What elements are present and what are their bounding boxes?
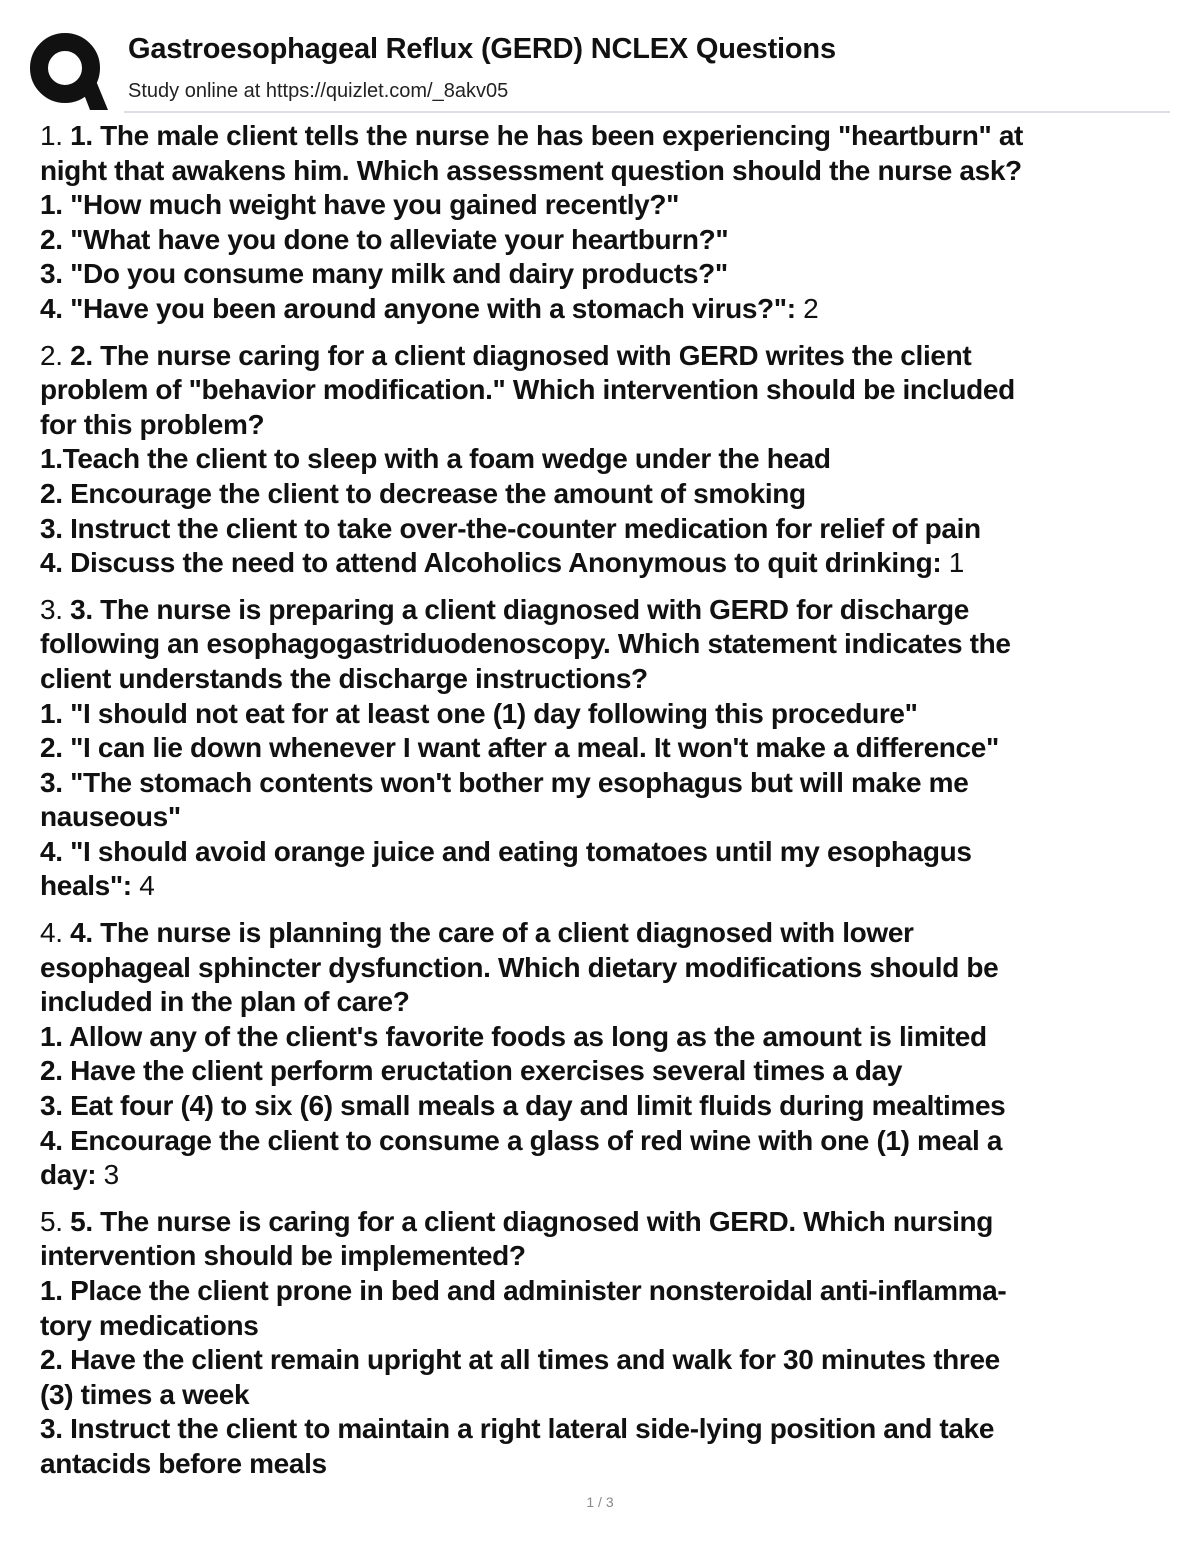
question-text: antacids before meals bbox=[40, 1447, 327, 1479]
question-text: 4. "Have you been around anyone with a stomach virus?": bbox=[40, 292, 796, 324]
question-text: esophageal sphincter dysfunction. Which dietary modifications should be bbox=[40, 951, 999, 983]
question-text: day: bbox=[40, 1159, 97, 1191]
flashcard-line bbox=[40, 1447, 1170, 1482]
question-text: (3) times a week bbox=[40, 1378, 250, 1410]
flashcard-line bbox=[40, 546, 1170, 581]
flashcard-line bbox=[40, 1020, 1170, 1055]
question-text: 1.Teach the client to sleep with a foam wedge under the head bbox=[40, 443, 831, 475]
flashcard-line bbox=[40, 731, 1170, 766]
question-text: 2. "What have you done to alleviate your heartburn?" bbox=[40, 223, 729, 255]
question-text: 5. The nurse is caring for a client diagnosed with GERD. Which nursing bbox=[70, 1205, 994, 1237]
flashcard-line bbox=[40, 1343, 1170, 1378]
flashcard-line bbox=[40, 188, 1170, 223]
question-text: 4. Discuss the need to attend Alcoholics Anonymous to quit drinking: bbox=[40, 547, 942, 579]
flashcard-line bbox=[40, 1124, 1170, 1159]
flashcard-line bbox=[40, 627, 1170, 662]
question-text: 2. Have the client perform eructation exercises several times a day bbox=[40, 1055, 903, 1087]
flashcard-number: 4. bbox=[40, 917, 63, 949]
flashcard-line bbox=[40, 766, 1170, 801]
flashcard-line bbox=[40, 292, 1170, 327]
flashcard-line bbox=[40, 477, 1170, 512]
flashcard-line bbox=[40, 339, 1170, 374]
flashcard-line bbox=[40, 512, 1170, 547]
question-text: problem of "behavior modification." Which intervention should be included bbox=[40, 374, 1015, 406]
question-text: heals": bbox=[40, 870, 132, 902]
flashcard bbox=[40, 119, 1170, 327]
question-text: 3. Instruct the client to maintain a right lateral side-lying position and take bbox=[40, 1413, 995, 1445]
flashcard-line bbox=[40, 1309, 1170, 1344]
question-text: 4. "I should avoid orange juice and eating tomatoes until my esophagus bbox=[40, 835, 972, 867]
flashcard-line bbox=[40, 1239, 1170, 1274]
question-text: night that awakens him. Which assessment question should the nurse ask? bbox=[40, 154, 1022, 186]
flashcard bbox=[40, 1205, 1170, 1482]
question-text: nauseous" bbox=[40, 801, 181, 833]
quizlet-logo-icon bbox=[28, 30, 108, 110]
flashcard-line bbox=[40, 1205, 1170, 1240]
flashcard-line bbox=[40, 154, 1170, 189]
question-text: for this problem? bbox=[40, 408, 265, 440]
flashcard-line bbox=[40, 593, 1170, 628]
flashcard-list bbox=[40, 119, 1170, 1494]
flashcard-line bbox=[40, 373, 1170, 408]
flashcard-line bbox=[40, 1089, 1170, 1124]
flashcard-number: 3. bbox=[40, 593, 63, 625]
flashcard-line bbox=[40, 985, 1170, 1020]
flashcard-line bbox=[40, 951, 1170, 986]
flashcard-line bbox=[40, 408, 1170, 443]
flashcard-line bbox=[40, 223, 1170, 258]
question-text: 1. Allow any of the client's favorite foods as long as the amount is limited bbox=[40, 1020, 987, 1052]
question-text: intervention should be implemented? bbox=[40, 1240, 526, 1272]
question-text: 2. Have the client remain upright at all times and walk for 30 minutes three bbox=[40, 1344, 1000, 1376]
flashcard-line bbox=[40, 662, 1170, 697]
page-number: 1 / 3 bbox=[586, 1494, 614, 1510]
flashcard bbox=[40, 916, 1170, 1193]
page-title: Gastroesophageal Reflux (GERD) NCLEX Questions bbox=[128, 33, 836, 65]
question-text: tory medications bbox=[40, 1309, 259, 1341]
flashcard-line bbox=[40, 1274, 1170, 1309]
question-text: 1. The male client tells the nurse he has been experiencing "heartburn" at bbox=[70, 120, 1024, 151]
flashcard bbox=[40, 593, 1170, 904]
flashcard-number: 1. bbox=[40, 120, 63, 151]
question-text: included in the plan of care? bbox=[40, 986, 410, 1018]
flashcard-number: 5. bbox=[40, 1205, 63, 1237]
question-text: 3. "Do you consume many milk and dairy products?" bbox=[40, 258, 728, 290]
question-text: 2. "I can lie down whenever I want after a meal. It won't make a difference" bbox=[40, 732, 999, 764]
question-text: following an esophagogastriduodenoscopy. Which statement indicates the bbox=[40, 628, 1011, 660]
answer-text: 3 bbox=[103, 1159, 119, 1191]
flashcard-line bbox=[40, 442, 1170, 477]
header-divider bbox=[124, 111, 1170, 113]
flashcard-line bbox=[40, 257, 1170, 292]
question-text: 3. Instruct the client to take over-the-counter medication for relief of pain bbox=[40, 512, 981, 544]
question-text: 1. "I should not eat for at least one (1) day following this procedure" bbox=[40, 697, 918, 729]
flashcard-line bbox=[40, 1054, 1170, 1089]
question-text: 2. Encourage the client to decrease the amount of smoking bbox=[40, 477, 806, 509]
question-text: client understands the discharge instructions? bbox=[40, 662, 648, 694]
flashcard-line bbox=[40, 800, 1170, 835]
question-text: 3. Eat four (4) to six (6) small meals a day and limit fluids during mealtimes bbox=[40, 1090, 1006, 1122]
flashcard-line bbox=[40, 697, 1170, 732]
flashcard bbox=[40, 339, 1170, 581]
flashcard-line bbox=[40, 1412, 1170, 1447]
question-text: 3. The nurse is preparing a client diagnosed with GERD for discharge bbox=[70, 593, 969, 625]
question-text: 1. "How much weight have you gained recently?" bbox=[40, 189, 680, 221]
question-text: 4. The nurse is planning the care of a client diagnosed with lower bbox=[70, 917, 914, 949]
question-text: 4. Encourage the client to consume a glass of red wine with one (1) meal a bbox=[40, 1124, 1003, 1156]
question-text: 1. Place the client prone in bed and administer nonsteroidal anti-inflamma- bbox=[40, 1275, 1007, 1306]
flashcard-number: 2. bbox=[40, 339, 63, 371]
flashcard-line bbox=[40, 835, 1170, 870]
question-text: 3. "The stomach contents won't bother my esophagus but will make me bbox=[40, 766, 969, 798]
flashcard-line bbox=[40, 916, 1170, 951]
question-text: 2. The nurse caring for a client diagnosed with GERD writes the client bbox=[70, 339, 972, 371]
flashcard-line bbox=[40, 1158, 1170, 1193]
answer-text: 1 bbox=[948, 547, 964, 579]
flashcard-line bbox=[40, 869, 1170, 904]
answer-text: 4 bbox=[139, 870, 155, 902]
flashcard-line bbox=[40, 1378, 1170, 1413]
flashcard-line bbox=[40, 119, 1170, 154]
page-subtitle: Study online at https://quizlet.com/_8akv05 bbox=[128, 80, 509, 102]
answer-text: 2 bbox=[803, 292, 819, 324]
